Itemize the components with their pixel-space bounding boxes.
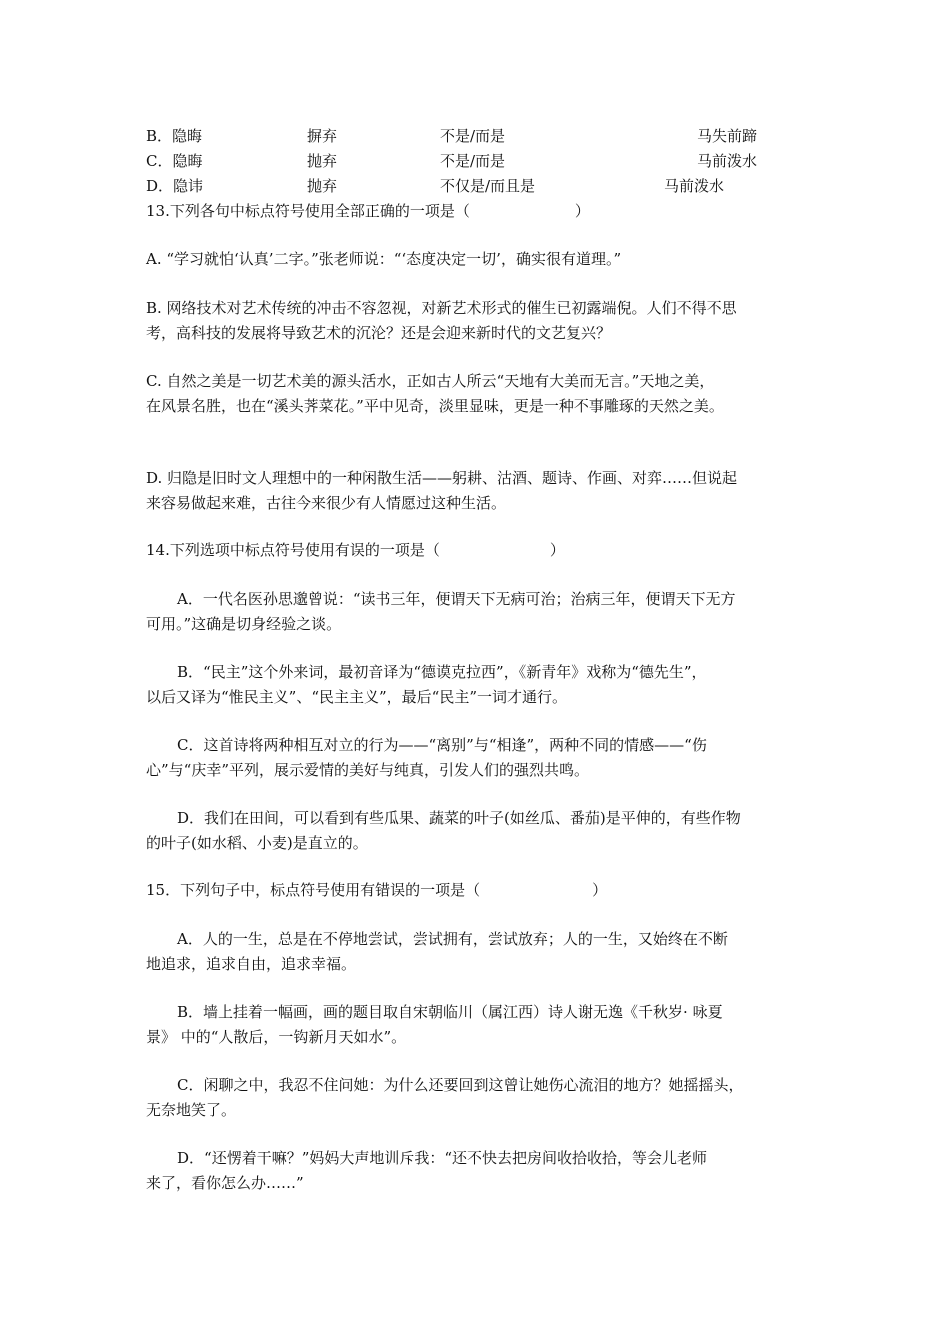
q14-option-d-line1: D．我们在田间，可以看到有些瓜果、蔬菜的叶子(如丝瓜、番茄)是平伸的，有些作物	[177, 809, 741, 827]
option-word-4: 马失前蹄	[697, 127, 758, 145]
q15-option-d-line2: 来了，看你怎么办……”	[146, 1174, 304, 1192]
q15-option-c-line1: C．闲聊之中，我忍不住问她：为什么还要回到这曾让她伤心流泪的地方？她摇摇头，	[177, 1076, 744, 1094]
close-paren: ）	[574, 202, 590, 220]
q15-option-b-line1: B．墙上挂着一幅画，画的题目取自宋朝临川（属江西）诗人谢无逸《千秋岁· 咏夏	[177, 1003, 723, 1021]
q13-option-b-line2: 考，高科技的发展将导致艺术的沉沦？还是会迎来新时代的文艺复兴？	[146, 324, 612, 342]
option-label: B．隐晦	[146, 127, 203, 145]
q14-option-c-line2: 心”与“庆幸”平列，展示爱情的美好与纯真，引发人们的强烈共鸣。	[146, 761, 590, 779]
close-paren: ）	[592, 881, 608, 899]
option-word-3: 不是/而是	[440, 152, 506, 170]
q13-option-a: A. “学习就怕‘认真’二字。”张老师说：“‘态度决定一切’，确实很有道理。”	[146, 250, 622, 268]
option-label: C．隐晦	[146, 152, 203, 170]
q13-option-d-line1: D. 归隐是旧时文人理想中的一种闲散生活——躬耕、沽酒、题诗、作画、对弈……但说起	[146, 469, 738, 487]
option-word-4: 马前泼水	[697, 152, 758, 170]
q13-option-c-line2: 在风景名胜，也在“溪头荠菜花。”平中见奇，淡里显味，更是一种不事雕琢的天然之美。	[146, 397, 724, 415]
option-word-3: 不是/而是	[440, 127, 506, 145]
q15-option-b-line2: 景》 中的“人散后，一钩新月天如水”。	[146, 1028, 407, 1046]
option-word-4: 马前泼水	[664, 177, 725, 195]
q13-stem	[146, 199, 590, 223]
q12-option-b	[0, 124, 950, 148]
q14-option-d-line2: 的叶子(如水稻、小麦)是直立的。	[146, 834, 368, 852]
option-word-3: 不仅是/而且是	[440, 177, 536, 195]
option-word-2: 抛弃	[307, 177, 338, 195]
q14-option-c-line1: C．这首诗将两种相互对立的行为——“离别”与“相逢”，两种不同的情感——“伤	[177, 736, 707, 754]
q14-option-b-line1: B．“民主”这个外来词，最初音译为“德谟克拉西”，《新青年》戏称为“德先生”，	[177, 663, 707, 681]
q12-option-c	[0, 149, 950, 173]
q12-option-d	[0, 174, 950, 198]
option-word-2: 摒弃	[307, 127, 338, 145]
q15-option-a-line2: 地追求，追求自由，追求幸福。	[146, 955, 357, 973]
q13-option-d-line2: 来容易做起来难，古往今来很少有人情愿过这种生活。	[146, 494, 507, 512]
q14-stem	[146, 538, 565, 562]
q15-option-d-line1: D．“还愣着干嘛？”妈妈大声地训斥我：“还不快去把房间收拾收拾，等会儿老师	[177, 1149, 708, 1167]
q14-option-b-line2: 以后又译为“惟民主义”、“民主主义”，最后“民主”一词才通行。	[146, 688, 568, 706]
q15-stem	[146, 878, 607, 902]
option-word-2: 抛弃	[307, 152, 338, 170]
q13-option-c-line1: C. 自然之美是一切艺术美的源头活水，正如古人所云“天地有大美而无言。”天地之美，	[146, 372, 715, 390]
question-text: 15．下列句子中，标点符号使用有错误的一项是（	[146, 881, 481, 899]
question-text: 14.下列选项中标点符号使用有误的一项是（	[146, 541, 440, 559]
q15-option-a-line1: A．人的一生，总是在不停地尝试，尝试拥有，尝试放弃；人的一生，又始终在不断	[177, 930, 728, 948]
option-label: D．隐讳	[146, 177, 204, 195]
q15-option-c-line2: 无奈地笑了。	[146, 1101, 237, 1119]
question-text: 13.下列各句中标点符号使用全部正确的一项是（	[146, 202, 470, 220]
q14-option-a-line2: 可用。”这确是切身经验之谈。	[146, 615, 342, 633]
q13-option-b-line1: B. 网络技术对艺术传统的冲击不容忽视，对新艺术形式的催生已初露端倪。人们不得不思	[146, 299, 737, 317]
q14-option-a-line1: A．一代名医孙思邈曾说：“读书三年，便谓天下无病可治；治病三年，便谓天下无方	[177, 590, 736, 608]
close-paren: ）	[549, 541, 565, 559]
